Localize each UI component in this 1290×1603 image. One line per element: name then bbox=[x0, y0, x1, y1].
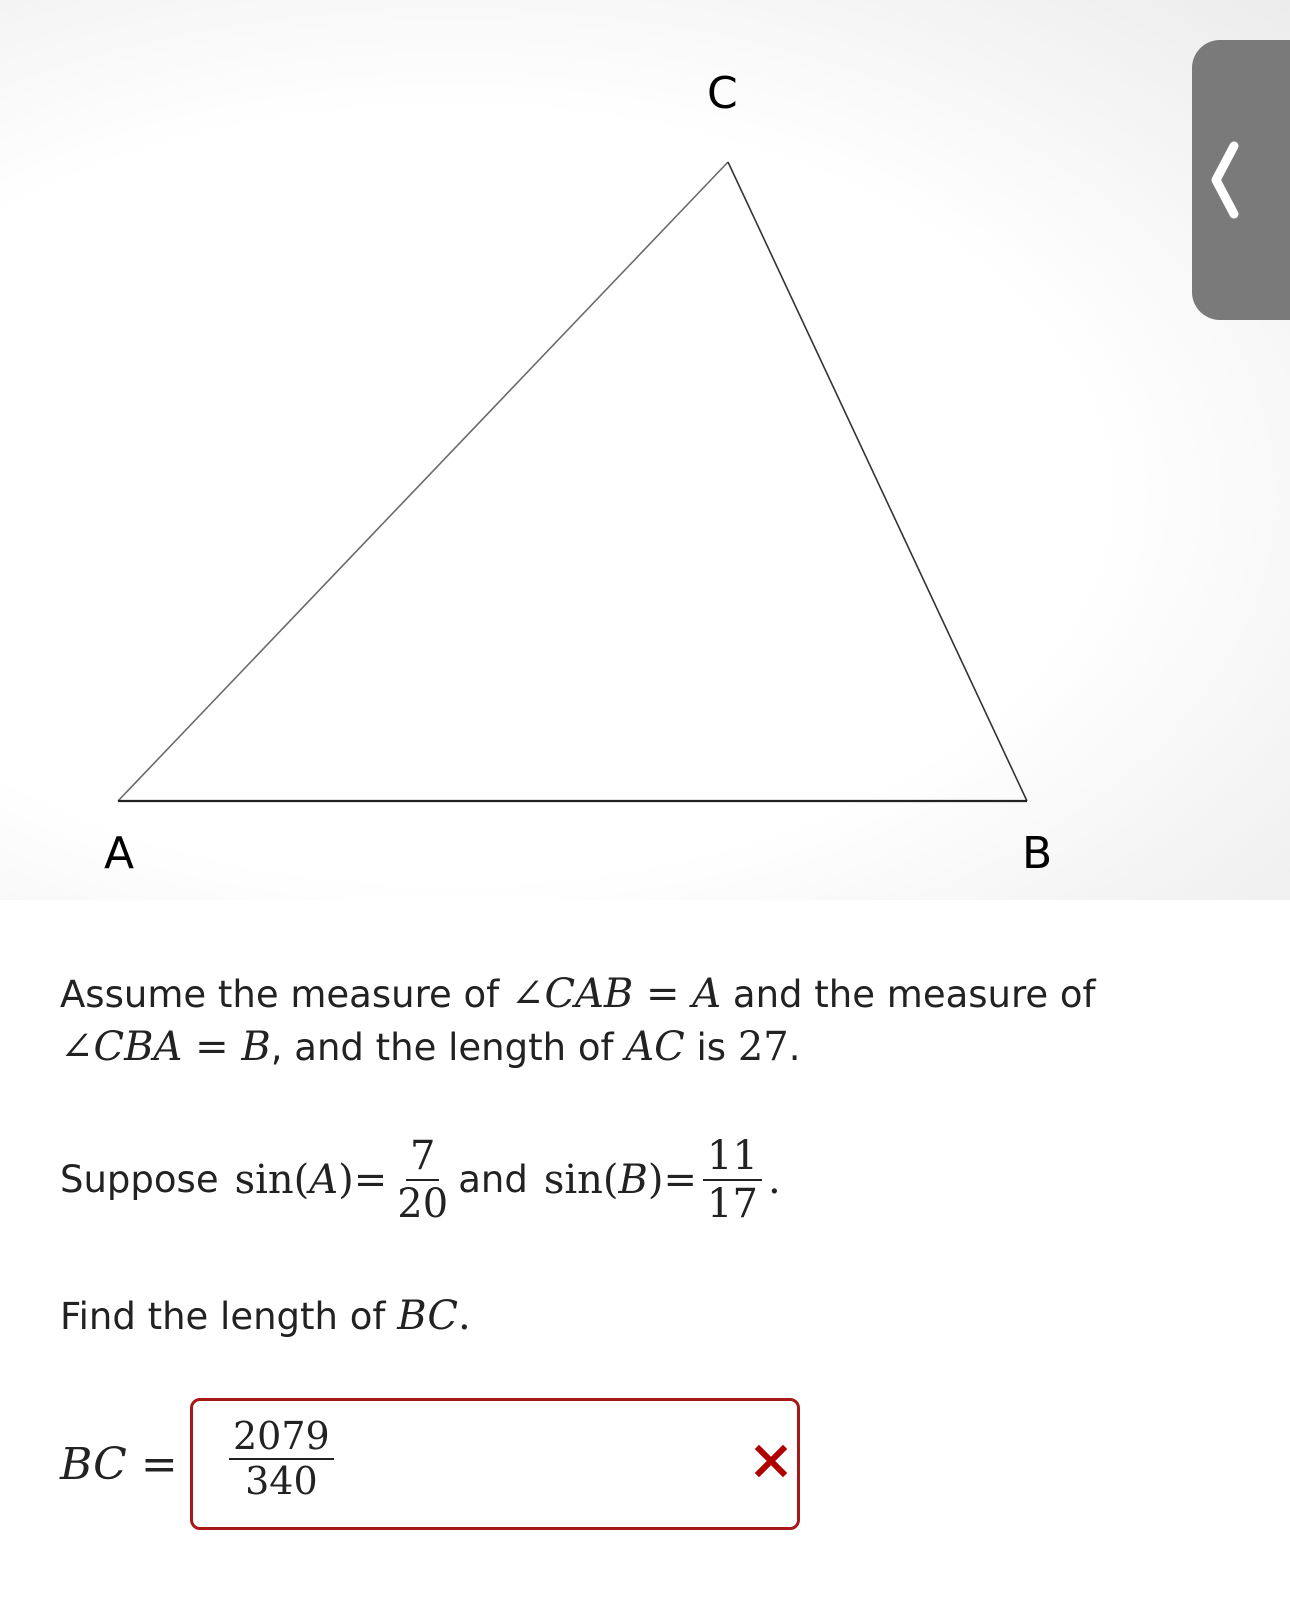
chevron-left-icon bbox=[1206, 140, 1242, 220]
sin-a-fraction: $\frac{7}{20}$ bbox=[397, 1133, 449, 1227]
answer-label: BC = bbox=[60, 1438, 178, 1490]
vertex-label-c: C bbox=[707, 68, 738, 119]
angle-cab: ∠CAB bbox=[510, 971, 634, 1017]
segment-bc: BC bbox=[397, 1293, 458, 1339]
side-cb bbox=[728, 162, 1027, 801]
problem-statement: Assume the measure of ∠CAB = A and the measure of ∠CBA = B, and the length of AC is 27. bbox=[60, 971, 1096, 1070]
ac-length-value: 27 bbox=[737, 1024, 789, 1070]
given-sines: Suppose sin( A ) = $\frac{7}{20}$ and sin( B ) = $\frac{11}{17}$ . bbox=[60, 1133, 781, 1227]
answer-numerator: 2079 bbox=[229, 1415, 334, 1460]
answer-denominator: 340 bbox=[245, 1458, 318, 1503]
answer-input[interactable] bbox=[190, 1398, 800, 1530]
question-prompt: Find the length of BC. bbox=[60, 1293, 471, 1339]
side-ca bbox=[118, 162, 728, 801]
vertex-label-b: B bbox=[1022, 828, 1053, 879]
segment-ac: AC bbox=[625, 1024, 685, 1070]
collapse-side-panel-tab[interactable] bbox=[1192, 40, 1290, 320]
x-mark-icon bbox=[753, 1443, 789, 1479]
sin-b-fraction: $\frac{11}{17}$ bbox=[703, 1133, 762, 1227]
vertex-label-a: A bbox=[104, 828, 135, 879]
answer-fraction bbox=[229, 1415, 334, 1502]
angle-cba: ∠CBA bbox=[60, 1024, 183, 1070]
